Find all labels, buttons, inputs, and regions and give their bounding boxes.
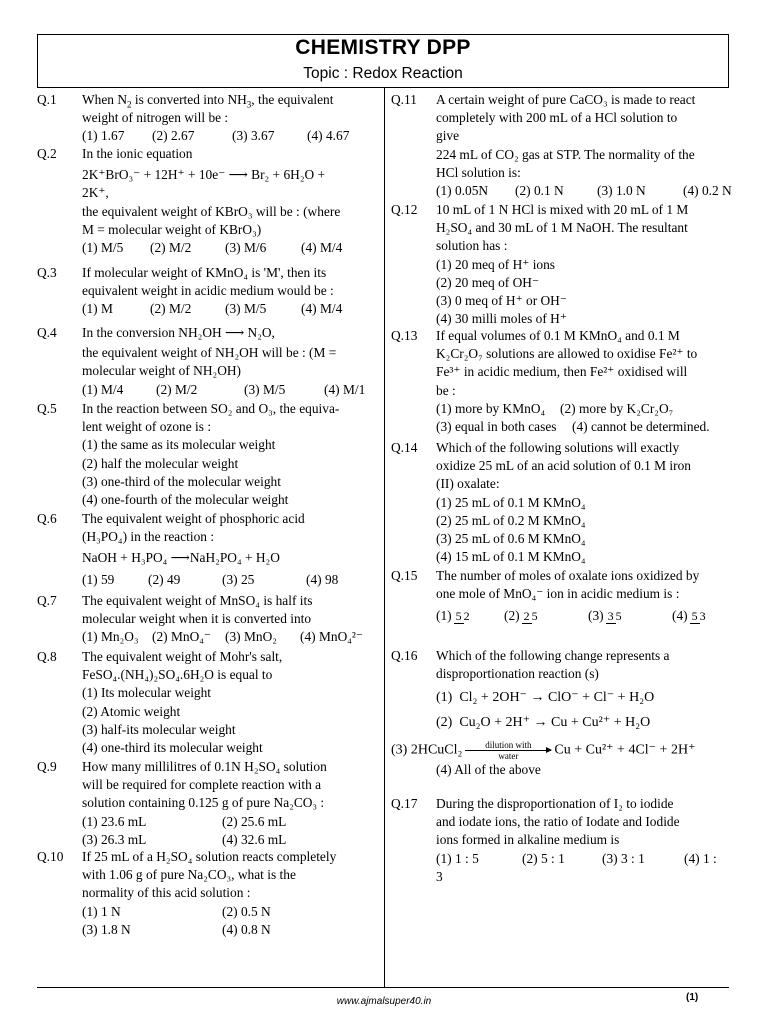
question-text: When $N_2$ is converted into $NH_3$, the equivalent (82, 92, 334, 110)
reaction-arrow: dilution with water (465, 740, 551, 761)
question-3 (37, 264, 380, 324)
option-1: (1) 1 : 5 (436, 850, 479, 866)
question-number: Q.5 (37, 401, 57, 416)
option-2: (2) 2 5 (504, 608, 538, 624)
question-text: Fe³⁺ in acidic medium, then Fe²⁺ oxidised will (436, 364, 688, 380)
option-1: (1) the same as its molecular weight (82, 437, 276, 453)
option-1: (1) Mn₂O₃ (82, 629, 139, 645)
question-number: Q.11 (391, 92, 417, 107)
option-3: (3) 26.3 mL (82, 831, 147, 847)
options-row (82, 127, 380, 145)
option-1: (1) 23.6 mL (82, 813, 147, 829)
option-2: (2) 5 : 1 (522, 850, 565, 866)
right-column (391, 91, 737, 895)
question-10 (37, 848, 380, 940)
equation: Cl₂ + 2OH⁻ → ClO⁻ + Cl⁻ + H₂O (459, 690, 655, 706)
question-8 (37, 648, 380, 758)
options-row (436, 182, 737, 200)
option-3: (3) 25 mL of 0.6 M KMnO₄ (436, 531, 586, 547)
options-row (436, 418, 737, 436)
option-3: (3) 1.0 N (597, 183, 646, 199)
question-number: Q.16 (391, 648, 418, 663)
question-text: (H₃PO₄) in the reaction : (82, 529, 215, 545)
question-text: K₂Cr₂O₇ solutions are allowed to oxidise Fe²⁺ to (436, 346, 698, 362)
question-text: molecular weight of NH₂OH) (82, 363, 241, 379)
fraction: 5 2 (455, 609, 470, 624)
option-1: (1) 59 (82, 571, 115, 587)
option-2: (2) M/2 (156, 381, 198, 397)
option-4-continued: 3 (436, 868, 443, 884)
options-row (82, 571, 380, 589)
question-text: H₂SO₄ and 30 mL of 1 M NaOH. The resultant (436, 220, 688, 236)
question-11 (391, 91, 737, 201)
question-text: Which of the following solutions will exactly (436, 440, 680, 455)
question-text: In the ionic equation (82, 146, 193, 161)
left-column (37, 91, 380, 940)
question-text: the equivalent weight of KBrO₃ will be : (where (82, 203, 341, 219)
question-9 (37, 758, 380, 848)
question-text: one mole of MnO₄⁻ ion in acidic medium is : (436, 586, 680, 602)
option-1: (1) 1.67 (82, 128, 125, 144)
option-2: (2) Cu₂O + 2H⁺ → Cu + Cu²⁺ + H₂O (436, 714, 651, 730)
question-text: The equivalent weight of MnSO₄ is half its (82, 593, 313, 608)
question-text: be : (436, 382, 456, 398)
question-number: Q.3 (37, 265, 57, 280)
question-13 (391, 327, 737, 439)
option-3: (3) 25 (222, 571, 255, 587)
option-2: (2) 49 (148, 571, 181, 587)
fraction: 3 5 (607, 609, 622, 624)
option-1: (1) 25 mL of 0.1 M KMnO₄ (436, 494, 586, 510)
question-text: ions formed in alkaline medium is (436, 832, 620, 848)
question-4 (37, 324, 380, 400)
question-7 (37, 592, 380, 648)
option-1: (1) Its molecular weight (82, 685, 212, 701)
option-1: (1) Cl₂ + 2OH⁻ → ClO⁻ + Cl⁻ + H₂O (436, 690, 655, 706)
option-1: (1) M/4 (82, 381, 124, 397)
question-text: with 1.06 g of pure Na₂CO₃, what is the (82, 867, 296, 883)
option-3: (3) 0 meq of H⁺ or OH⁻ (436, 293, 567, 309)
option-3: (3) 3 : 1 (602, 850, 645, 866)
option-1: (1) M (82, 301, 113, 317)
option-1: (1) 5 2 (436, 608, 470, 624)
question-number: Q.1 (37, 92, 57, 107)
options-row (82, 813, 380, 831)
question-number: Q.7 (37, 593, 57, 608)
equation: NaOH + H₃PO₄ ⟶NaH₂PO₄ + H₂O (82, 550, 280, 566)
option-4: (4) 4.67 (307, 128, 350, 144)
question-6 (37, 510, 380, 592)
question-15 (391, 567, 737, 647)
option-3: (3) 1.8 N (82, 921, 131, 937)
option-3: (3) 3 5 (588, 608, 622, 624)
option-1: (1) 0.05N (436, 183, 489, 199)
question-text: solution containing 0.125 g of pure Na₂CO₃ : (82, 795, 325, 811)
question-text: If molecular weight of KMnO₄ is 'M', then its (82, 265, 327, 280)
option-4: (4) 98 (306, 571, 339, 587)
options-row (436, 607, 737, 625)
question-17 (391, 795, 737, 895)
question-text: The number of moles of oxalate ions oxidized by (436, 568, 700, 583)
options-row (82, 381, 380, 399)
option-3: (3) half-its molecular weight (82, 721, 236, 737)
question-14 (391, 439, 737, 567)
options-row (82, 300, 380, 318)
option-4: (4) 0.2 N (683, 183, 732, 199)
column-divider (384, 88, 385, 988)
equation-continued: 2K⁺, (82, 185, 109, 201)
question-text: give (436, 128, 460, 144)
question-text: 224 mL of CO₂ gas at STP. The normality of the (436, 146, 695, 162)
question-text: and iodate ions, the ratio of Iodate and Iodide (436, 814, 680, 830)
option-3: (3) one-third of the molecular weight (82, 473, 281, 489)
option-4: (4) All of the above (436, 761, 541, 777)
question-5 (37, 400, 380, 510)
question-text: the equivalent weight of NH₂OH will be : (M = (82, 345, 337, 361)
equation: Cu₂O + 2H⁺ → Cu + Cu²⁺ + H₂O (459, 714, 651, 730)
fraction: 2 5 (523, 609, 538, 624)
option-3: (3) 2HCuCl₂ dilution with water Cu + Cu²⁺ + 4Cl⁻ + 2H⁺ (391, 739, 696, 761)
option-2: (2) M/2 (150, 301, 192, 317)
page-number: (1) (686, 992, 699, 1003)
question-text: 10 mL of 1 N HCl is mixed with 20 mL of 1 M (436, 202, 689, 217)
options-row (82, 921, 380, 939)
question-text: (II) oxalate: (436, 476, 500, 492)
question-number: Q.14 (391, 440, 418, 455)
option-3: (3) M/5 (244, 381, 286, 397)
options-row (436, 850, 737, 868)
option-4: (4) MnO₄²⁻ (300, 629, 363, 645)
option-3: (3) M/6 (225, 240, 267, 256)
question-text: During the disproportionation of I₂ to iodide (436, 796, 674, 811)
option-4: (4) one-fourth of the molecular weight (82, 492, 289, 508)
option-2: (2) MnO₄⁻ (152, 629, 211, 645)
option-4: (4) M/4 (301, 301, 343, 317)
option-4: (4) 5 3 (672, 608, 706, 624)
option-3: (3) 3.67 (232, 128, 275, 144)
question-text: oxidize 25 mL of an acid solution of 0.1 M iron (436, 458, 691, 474)
question-text: completely with 200 mL of a HCl solution to (436, 110, 678, 126)
question-text: In the reaction between SO₂ and O₃, the equiva- (82, 401, 340, 416)
option-3: (3) MnO₂ (225, 629, 277, 645)
question-16 (391, 647, 737, 795)
option-2: (2) 2.67 (152, 128, 195, 144)
question-text: The equivalent weight of Mohr's salt, (82, 649, 283, 664)
question-number: Q.12 (391, 202, 418, 217)
question-text: will be required for complete reaction with a (82, 777, 322, 793)
option-4: (4) M/1 (324, 381, 366, 397)
question-text: normality of this acid solution : (82, 885, 251, 901)
question-text: A certain weight of pure CaCO₃ is made to react (436, 92, 696, 107)
question-text: equivalent weight in acidic medium would be : (82, 283, 334, 299)
option-4: (4) 0.8 N (222, 921, 271, 937)
question-2 (37, 145, 380, 264)
question-text: How many millilitres of 0.1N H₂SO₄ solution (82, 759, 327, 774)
question-text: FeSO₄.(NH₄)₂SO₄.6H₂O is equal to (82, 667, 273, 683)
fraction: 5 3 (691, 609, 706, 624)
options-row (82, 628, 380, 646)
question-number: Q.9 (37, 759, 57, 774)
option-4: (4) 15 mL of 0.1 M KMnO₄ (436, 549, 586, 565)
options-row (82, 903, 380, 921)
question-number: Q.8 (37, 649, 57, 664)
question-text: If 25 mL of a H₂SO₄ solution reacts completely (82, 849, 337, 864)
question-text: The equivalent weight of phosphoric acid (82, 511, 305, 526)
question-text: Which of the following change represents a (436, 648, 670, 663)
question-1 (37, 91, 380, 145)
question-text: molecular weight when it is converted into (82, 611, 312, 627)
question-number: Q.4 (37, 325, 57, 340)
option-2: (2) 0.5 N (222, 903, 271, 919)
question-number: Q.13 (391, 328, 418, 343)
page-subtitle: Topic : Redox Reaction (303, 65, 463, 82)
question-number: Q.10 (37, 849, 64, 864)
question-text: disproportionation reaction (s) (436, 666, 599, 682)
option-3: (3) equal in both cases (436, 419, 557, 435)
equation: 2K⁺BrO₃⁻ + 12H⁺ + 10e⁻ ⟶ Br₂ + 6H₂O + (82, 167, 326, 183)
question-12 (391, 201, 737, 327)
option-4: (4) cannot be determined. (572, 419, 710, 435)
question-text: solution has : (436, 238, 508, 254)
question-text: M = molecular weight of KBrO₃) (82, 221, 262, 237)
options-row (82, 239, 380, 257)
option-2: (2) more by K₂Cr₂O₇ (560, 400, 674, 416)
options-row (82, 831, 380, 849)
question-text: HCl solution is: (436, 164, 521, 180)
option-2: (2) 25.6 mL (222, 813, 287, 829)
option-1: (1) 1 N (82, 903, 121, 919)
question-text: In the conversion NH₂OH ⟶ N₂O, (82, 325, 275, 340)
option-2: (2) Atomic weight (82, 703, 181, 719)
option-4: (4) one-third its molecular weight (82, 740, 263, 756)
question-text: weight of nitrogen will be : (82, 110, 229, 126)
question-text: If equal volumes of 0.1 M KMnO₄ and 0.1 M (436, 328, 680, 343)
option-2: (2) 25 mL of 0.2 M KMnO₄ (436, 512, 586, 528)
option-3: (3) M/5 (225, 301, 267, 317)
footer-url: www.ajmalsuper40.in (336, 996, 432, 1007)
option-4: (4) 1 : (684, 850, 717, 866)
header-box (37, 34, 729, 88)
option-1: (1) M/5 (82, 240, 124, 256)
option-2: (2) 0.1 N (515, 183, 564, 199)
question-number: Q.15 (391, 568, 418, 583)
option-2: (2) M/2 (150, 240, 192, 256)
option-4: (4) 32.6 mL (222, 831, 287, 847)
question-number: Q.6 (37, 511, 57, 526)
option-2: (2) 20 meq of OH⁻ (436, 274, 540, 290)
page-title: CHEMISTRY DPP (295, 36, 471, 59)
option-4: (4) M/4 (301, 240, 343, 256)
option-2: (2) half the molecular weight (82, 455, 239, 471)
question-text: lent weight of ozone is : (82, 419, 212, 435)
option-1: (1) more by KMnO₄ (436, 400, 546, 416)
question-number: Q.17 (391, 796, 418, 811)
option-4: (4) 30 milli moles of H⁺ (436, 311, 567, 327)
options-row (436, 400, 737, 418)
question-number: Q.2 (37, 146, 57, 161)
footer-rule (37, 987, 729, 988)
option-1: (1) 20 meq of H⁺ ions (436, 256, 556, 272)
